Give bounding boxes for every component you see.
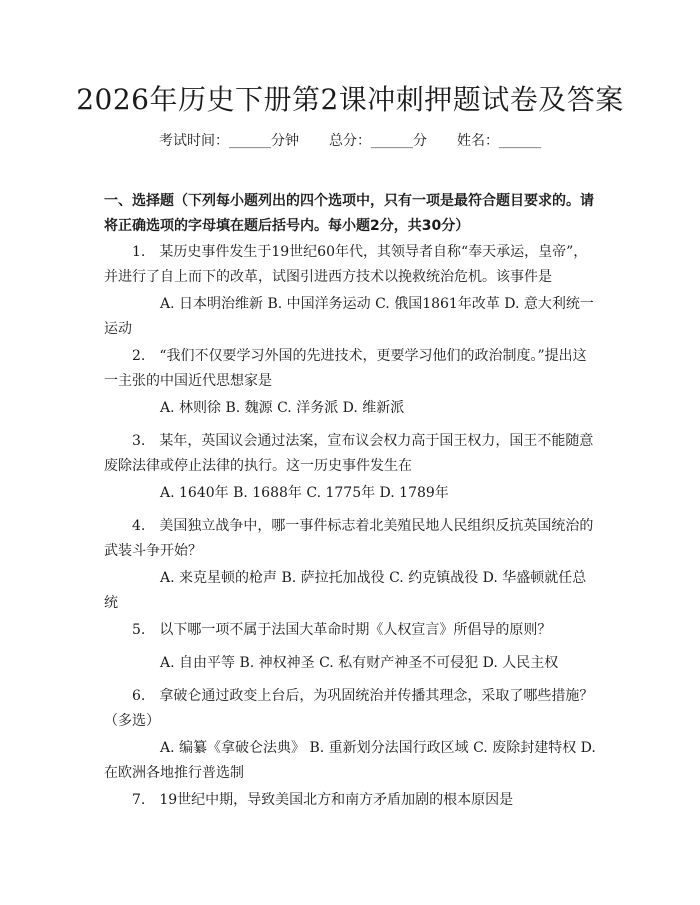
exam-time: 考试时间：______分钟 — [159, 133, 299, 149]
section-heading: 一、选择题（下列每小题列出的四个选项中，只有一项是最符合题目要求的。请将正确选项的字母填在题后括号内。每小题2分，共30分） — [104, 193, 594, 234]
question-6-options: A. 编纂《拿破仑法典》 B. 重新划分法国行政区域 C. 废除封建特权 D. 在欧洲各地推行普选制 — [104, 740, 596, 781]
question-7: 7. 19世纪中期，导致美国北方和南方矛盾加剧的根本原因是 — [132, 792, 514, 808]
question-3: 3. 某年，英国议会通过法案，宣布议会权力高于国王权力，国王不能随意废除法律或停止法律的执行。这一历史事件发生在 — [104, 433, 594, 474]
question-1: 1. 某历史事件发生于19世纪60年代，其领导者自称“奉天承运，皇帝”，并进行了自上而下的改革，试图引进西方技术以挽救统治危机。该事件是 — [104, 244, 588, 285]
exam-score: 总分：______分 — [329, 133, 427, 149]
question-1-options: A. 日本明治维新 B. 中国洋务运动 C. 俄国1861年改革 D. 意大利统一运动 — [104, 296, 594, 337]
question-5: 5. 以下哪一项不属于法国大革命时期《人权宣言》所倡导的原则？ — [132, 622, 552, 638]
page-title: 2026年历史下册第2课冲刺押题试卷及答案 — [76, 83, 624, 116]
question-3-options: A. 1640年 B. 1688年 C. 1775年 D. 1789年 — [160, 485, 449, 501]
question-2-options: A. 林则徐 B. 魏源 C. 洋务派 D. 维新派 — [160, 400, 405, 416]
question-4-options: A. 来克星顿的枪声 B. 萨拉托加战役 C. 约克镇战役 D. 华盛顿就任总统 — [104, 570, 587, 611]
question-2: 2. “我们不仅要学习外国的先进技术，更要学习他们的政治制度。”提出这一主张的中国近代思想家是 — [104, 348, 587, 389]
question-5-options: A. 自由平等 B. 神权神圣 C. 私有财产神圣不可侵犯 D. 人民主权 — [160, 655, 559, 671]
question-4: 4. 美国独立战争中，哪一事件标志着北美殖民地人民组织反抗英国统治的武装斗争开始？ — [104, 518, 594, 559]
exam-name: 姓名：______ — [457, 133, 541, 149]
exam-info — [0, 130, 700, 152]
question-6: 6. 拿破仑通过政变上台后，为巩固统治并传播其理念，采取了哪些措施？（多选） — [104, 688, 594, 729]
